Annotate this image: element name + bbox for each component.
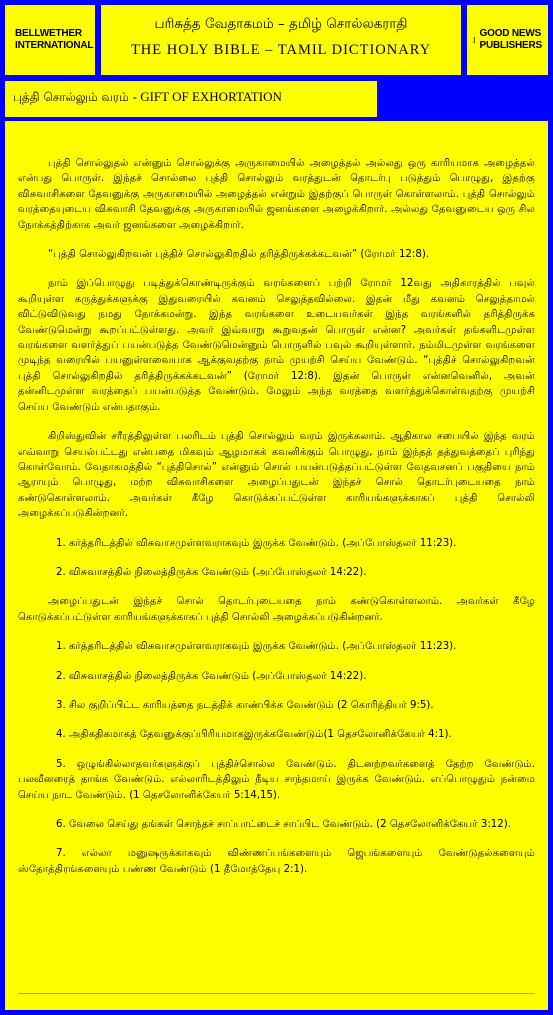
section-title: [5, 81, 377, 117]
good-news-logo-text: GOOD NEWS PUBLISHERS: [479, 28, 543, 51]
good-news-logo: [467, 5, 548, 75]
header-title: [101, 5, 461, 75]
list-item: 3. சில குறிப்பிட்ட காரியத்தை நடத்திக் காண்பிக்க வேண்டும் (2 கொரிந்தியர் 9:5).: [56, 699, 434, 711]
section-title-english: - GIFT OF EXHORTATION: [132, 89, 282, 104]
paragraph: புத்தி சொல்லுதல் என்னும் சொல்லுக்கு அருகாமையில் அழைத்தல் அல்லது ஒரு காரியமாக அழைத்தல் என்பது பொருள். இந்தச் சொல்லை புத்தி சொல்லும் வரத்துடன் தொடர்பு படுத்தும் பொழுது, இதற்கு விசுவாசிகளை தேவனுக்கு அருகாமையில் அழைத்தல் என்றும் இதற்குப் பொருள் கொள்ளலாம். புத்தி சொல்லும் வரத்தையுடைய விசுவாசி தேவனுக்கு அருகாமையில் ஜனங்களை அழைக்கிறார். அல்லது தேவனுடைய ஒரு சில நோக்கத்திற்காக அவர் ஜனங்களை அழைக்கிறார்.: [18, 158, 535, 231]
lamp-icon: [473, 14, 476, 66]
bellwether-logo: [5, 5, 95, 75]
list-item: 5. ஒழுங்கில்லாதவர்களுக்குப் புத்திச்சொல்ல வேண்டும். திடனற்றவர்களைத் தேற்ற வேண்டும். பலவீனரைத் தாங்க வேண்டும். எல்லாரிடத்திலும் நீடிய சாந்தமாய் இருக்க வேண்டும். எப்பொழுதும் நன்மை செய்ய நாட வேண்டும். (1 தெசலோனிக்கேயர் 5:14,15).: [18, 758, 535, 801]
list-item: 7. எல்லா மனுஷருக்காகவும் விண்ணப்பங்களையும் ஜெபங்களையும் வேண்டுதல்களையும் ஸ்தோத்திரங்களையும் பண்ண வேண்டும் (1 தீமோத்தேயு 2:1).: [18, 848, 535, 875]
paragraph: “புத்தி சொல்லுகிறவன் புத்திச் சொல்லுகிறதில் தரித்திருக்கக்கடவன்” (ரோமர் 12:8).: [48, 249, 430, 261]
title-english: THE HOLY BIBLE – TAMIL DICTIONARY: [130, 42, 432, 58]
section-title-tamil: புத்தி சொல்லும் வரம்: [13, 90, 129, 104]
list-item: 1. கர்த்தரிடத்தில் விசுவாசமுள்ளவராகவும் இருக்க வேண்டும். (அப்போஸ்தலர் 11:23).: [56, 641, 457, 653]
list-item: 6. வேலை செய்து தங்கள் சொந்தச் சாப்பாட்டைச் சாப்பிட வேண்டும். (2 தெசலோனிக்கேயர் 3:12).: [56, 819, 511, 830]
bellwether-logo-text: BELLWETHER INTERNATIONAL: [15, 28, 94, 51]
paragraph: அழைப்பதுடன் இந்தச் சொல் தொடர்புடையதை நாம் கண்டுகொள்ளலாம். அவர்கள் கீழே கொடுக்கப்பட்டுள்ள காரியங்களுக்காகப் புத்தி சொல்லி அழைக்கப்படுகின்றனர்.: [18, 596, 535, 623]
article-body: [5, 121, 548, 1010]
bottom-divider: [18, 993, 535, 994]
list-item: 4. அதிகதிகமாகத் தேவனுக்குப்பிரியமாகஇருக்கவேண்டும்(1 தெசலோனிக்கேயர் 4:1).: [56, 729, 452, 741]
list-item: 1. கர்த்தரிடத்தில் விசுவாசமுள்ளவராகவும் இருக்க வேண்டும். (அப்போஸ்தலர் 11:23).: [56, 537, 457, 549]
list-item: 2. விசுவாசத்தில் நிலைத்திருக்க வேண்டும் (அப்போஸ்தலர் 14:22).: [56, 566, 367, 578]
paragraph: கிறிஸ்துவின் சரீரத்திலுள்ள பலரிடம் புத்தி சொல்லும் வரம் இருக்கலாம். ஆதிகால சபையில் இந்த வரம் எவ்வாறு செயல்பட்டது என்பதை மிகவும் ஆழமாகக் கவனிக்கும் பொழுது, நாம் இந்தத் தத்துவத்தைப் புரிந்து கொள்வோம். வேதாகமத்தில் “புத்திசொல்” என்னும் சொல் பயன்படுத்தப்பட்டுள்ள வேதவசனப் பகுதியை நாம் ஆராயும் பொழுது, மற்ற விசுவாசிகளை அழைப்பதுடன் இந்தச் சொல் தொடர்புடையதை நாம் கண்டுகொள்ளலாம். அவர்கள் கீழே கொடுக்கப்பட்டுள்ள காரியங்களுக்காகப் புத்தி சொல்லி அழைக்கப்படுகின்றனர்.: [18, 431, 535, 520]
title-tamil: பரிசுத்த வேதாகமம் – தமிழ் சொல்லகராதி: [154, 16, 408, 32]
paragraph: நாம் இப்பொழுது படித்துக்கொண்டிருக்கும் வரங்களைப் பற்றி ரோமர் 12வது அதிகாரத்தில் பவுல் கூறியுள்ள கருத்துக்களுக்கு இதுவரையில் கவனம் செலுத்தவில்லை. இதன் மீது கவனம் செலுத்தாமல் விட்டுவிடுவது நமது நோக்கமன்று. இந்த வரங்களை உடையவர்கள் இந்த வரங்களில் தரித்திருக்க வேண்டுமென்று கூறப்பட்டுள்ளது. அவர் இவ்வாறு கூறுவதன் பொருள் என்ன? அவர்கள் தங்களிடமுள்ள வரங்களை வளர்த்துப் பயன்படுத்த வேண்டுமென்னும் பொருளில் பவுல் கூறியுள்ளார். நம்மிடமுள்ள வரங்களை முடிந்த வரையில் பயனுள்ளவையாக ஆக்குவதற்கு நாம் முயற்சி செய்ய வேண்டும். “புத்திச் சொல்லுகிறவன் புத்தி சொல்லுகிறதில் தரித்திருக்கக்கடவன்” (ரோமர் 12:8). இதன் பொருள் என்னவெனில், அவன் தன்னிடமுள்ள வரத்தைப் பயன்படுத்த வேண்டும். மேலும் அந்த வரத்தை வளர்த்துக்கொள்வதற்கு முயற்சி செய்ய வேண்டும் என்பதாகும்.: [18, 278, 535, 413]
list-item: 2. விசுவாசத்தில் நிலைத்திருக்க வேண்டும் (அப்போஸ்தலர் 14:22).: [56, 670, 367, 682]
